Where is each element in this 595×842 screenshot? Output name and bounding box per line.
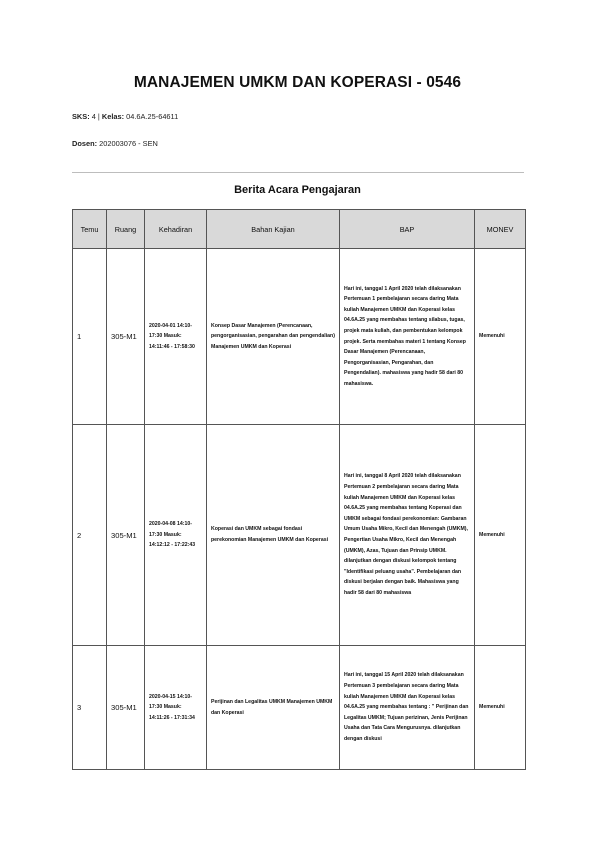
lecturer-meta bbox=[72, 139, 158, 148]
cell-ruang: 305-M1 bbox=[107, 646, 145, 770]
dosen-value: 202003076 - SEN bbox=[99, 139, 158, 148]
cell-bap: Hari ini, tanggal 15 April 2020 telah dilaksanakan Pertemuan 3 pembelajaran secara daring Mata kuliah Manajemen UMKM dan Koperasi kelas 04.6A.25 yang membahas tentang : " Perijinan dan Legalitas UMKM; Tujuan perizinan, Jenis Perijinan Usaha dan Tata Cara Mengurusnya. dilanjutkan dengan diskusi bbox=[340, 646, 475, 770]
table-row bbox=[73, 425, 526, 646]
cell-kehadiran: 2020-04-01 14:10-17:30 Masuk: 14:11:46 - 17:58:30 bbox=[145, 249, 207, 425]
page-title: MANAJEMEN UMKM DAN KOPERASI - 0546 bbox=[133, 74, 462, 91]
cell-kehadiran: 2020-04-08 14:10-17:30 Masuk: 14:12:12 - 17:22:43 bbox=[145, 425, 207, 646]
divider bbox=[72, 172, 524, 173]
sks-label: SKS: bbox=[72, 112, 90, 121]
sks-value: 4 bbox=[91, 112, 96, 121]
col-header-ruang: Ruang bbox=[107, 210, 145, 249]
col-header-monev: MONEV bbox=[475, 210, 526, 249]
section-title: Berita Acara Pengajaran bbox=[234, 184, 361, 196]
cell-temu: 2 bbox=[73, 425, 107, 646]
table-row bbox=[73, 249, 526, 425]
table-row bbox=[73, 646, 526, 770]
cell-kehadiran: 2020-04-15 14:10-17:30 Masuk: 14:11:26 - 17:31:34 bbox=[145, 646, 207, 770]
col-header-kehadiran: Kehadiran bbox=[145, 210, 207, 249]
cell-temu: 1 bbox=[73, 249, 107, 425]
cell-bahan-kajian: Perijinan dan Legalitas UMKM Manajemen UMKM dan Koperasi bbox=[207, 646, 340, 770]
col-header-bahan-kajian: Bahan Kajian bbox=[207, 210, 340, 249]
kelas-label: Kelas: bbox=[101, 112, 125, 121]
cell-temu: 3 bbox=[73, 646, 107, 770]
cell-bahan-kajian: Koperasi dan UMKM sebagai fondasi perekonomian Manajemen UMKM dan Koperasi bbox=[207, 425, 340, 646]
meta-separator: | bbox=[97, 112, 100, 121]
cell-ruang: 305-M1 bbox=[107, 249, 145, 425]
course-meta bbox=[72, 112, 178, 121]
cell-ruang: 305-M1 bbox=[107, 425, 145, 646]
kelas-value: 04.6A.25-64611 bbox=[126, 112, 179, 121]
cell-monev: Memenuhi bbox=[475, 425, 526, 646]
dosen-label: Dosen: bbox=[72, 139, 98, 148]
cell-bap: Hari ini, tanggal 8 April 2020 telah dilaksanakan Pertemuan 2 pembelajaran secara daring Mata kuliah Manajemen UMKM dan Koperasi kelas 04.6A.25 yang membahas tentang Koperasi dan UMKM sebagai fondasi perekonomian: Gambaran Umum Usaha Mikro, Kecil dan Menengah (UMKM), Pengertian Usaha Mikro, Kecil dan Menengah (UMKM), Azas, Tujuan dan Prinsip UMKM. dilanjutkan dengan diskusi kelompok tentang "Identifikasi peluang usaha". Pembelajaran dan diskusi berjalan dengan baik. Mahasiswa yang hadir 58 dari 80 mahasiswa bbox=[340, 425, 475, 646]
teaching-report-table bbox=[72, 209, 526, 770]
col-header-bap: BAP bbox=[340, 210, 475, 249]
table-header-row bbox=[73, 210, 526, 249]
col-header-temu: Temu bbox=[73, 210, 107, 249]
cell-bahan-kajian: Konsep Dasar Manajemen (Perencanaan, pengorganisasian, pengarahan dan pengendalian) Manajemen UMKM dan Koperasi bbox=[207, 249, 340, 425]
cell-bap: Hari ini, tanggal 1 April 2020 telah dilaksanakan Pertemuan 1 pembelajaran secara daring Mata kuliah Manajemen UMKM dan Koperasi kelas 04.6A.25 yang membahas tentang silabus, tugas, projek mata kuliah, dan pembentukan kelompok projek. Serta membahas materi 1 tentang Konsep Dasar Manajemen (Perencanaan, Pengorganisasian, Pengarahan, dan Pengendalian). mahasiswa yang hadir 58 dari 80 mahasiswa. bbox=[340, 249, 475, 425]
cell-monev: Memenuhi bbox=[475, 646, 526, 770]
cell-monev: Memenuhi bbox=[475, 249, 526, 425]
